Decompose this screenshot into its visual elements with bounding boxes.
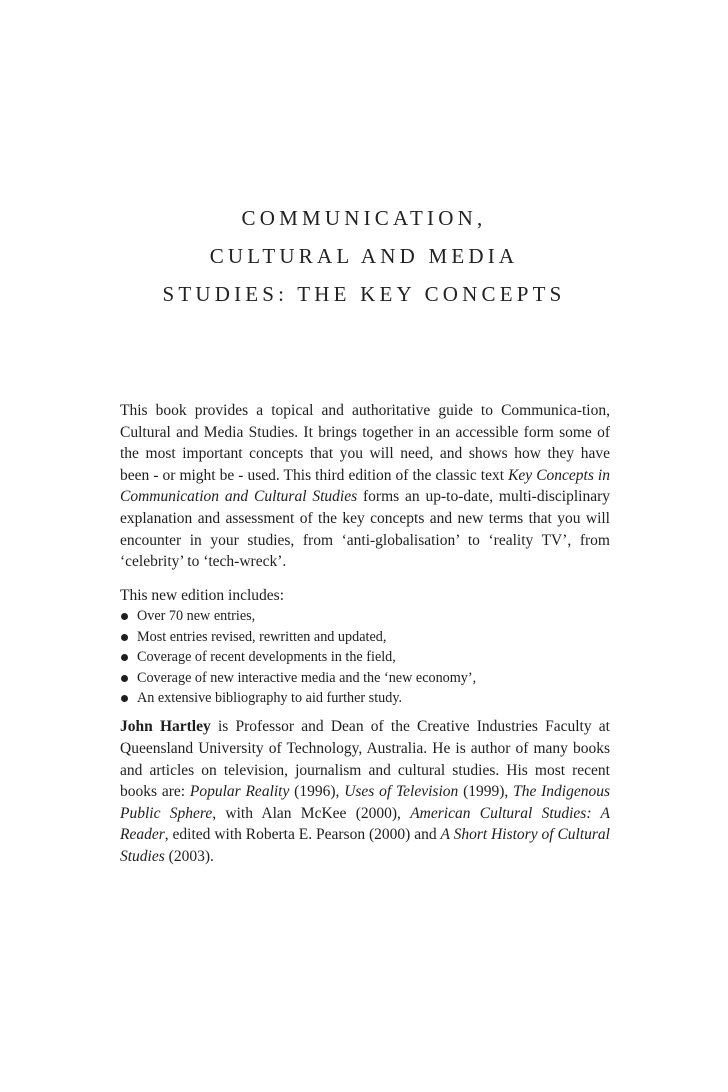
list-item [120, 688, 610, 708]
author-name: John Hartley [120, 718, 211, 736]
list-item-text: Coverage of recent developments in the field, [137, 649, 396, 666]
bullet-icon [121, 634, 128, 641]
author-bio [120, 716, 610, 867]
bullet-icon [121, 654, 128, 661]
bio-text-6: (2003). [164, 847, 214, 865]
list-item-text: Coverage of new interactive media and the ‘new economy’, [137, 669, 477, 686]
bullet-icon [121, 675, 128, 682]
bullet-icon [121, 695, 128, 702]
book-description [120, 400, 610, 573]
page-body [120, 400, 610, 868]
bio-text-5: , edited with Roberta E. Pearson (2000) and [164, 826, 441, 844]
list-item [120, 668, 610, 688]
bio-text-1: is Professor and Dean of the Creative Industries Faculty at Queensland University of Technology, Australia. He is author of many books and articles on television, journalism and cultural studies. His most recent books are: [120, 718, 610, 801]
book-title [0, 199, 728, 313]
bio-book-5: A Short History of Cultural Studies [120, 826, 610, 865]
title-line-1: COMMUNICATION, [241, 206, 487, 230]
description-book-title: Key Concepts in Communication and Cultural Studies [120, 466, 610, 506]
list-item-text: Most entries revised, rewritten and updated, [137, 628, 387, 645]
bio-book-2: Uses of Television [344, 783, 459, 801]
list-item [120, 606, 610, 626]
list-item-text: Over 70 new entries, [137, 608, 256, 625]
list-item-text: An extensive bibliography to aid further study. [137, 689, 403, 706]
list-item [120, 627, 610, 647]
bio-text-4: , with Alan McKee (2000), [212, 804, 411, 822]
bio-book-3: The Indigenous Public Sphere [120, 783, 611, 822]
bio-book-1: Popular Reality [189, 783, 290, 801]
bio-text-2: (1996), [289, 783, 345, 801]
bullet-icon [121, 613, 128, 620]
includes-heading: This new edition includes: [120, 586, 285, 604]
title-line-2: CULTURAL AND MEDIA [209, 244, 519, 268]
features-list [120, 606, 610, 708]
bio-text-3: (1999), [458, 783, 514, 801]
description-text-1: This book provides a topical and authoritative guide to Communica-tion, Cultural and Media Studies. It brings together in an accessible form some of the most important concepts that you will need, and shows how they have been - or might be - used. This third edition of the classic text [120, 402, 610, 484]
title-line-3: STUDIES: THE KEY CONCEPTS [162, 282, 566, 306]
list-item [120, 647, 610, 667]
description-text-2: forms an up-to-date, multi-disciplinary explanation and assessment of the key concepts and new terms that you will encounter in your studies, from ‘anti-globalisation’ to ‘reality TV’, from ‘celebrity’ to ‘tech-wreck’. [120, 488, 610, 571]
bio-book-4: American Cultural Studies: A Reader [120, 804, 610, 844]
